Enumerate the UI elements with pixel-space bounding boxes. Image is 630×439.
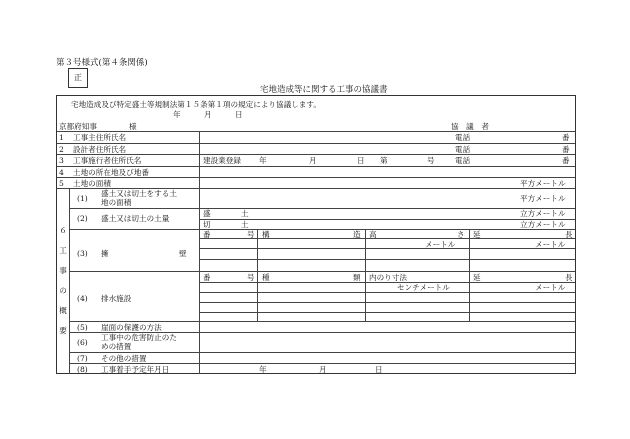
row1-phone-suffix: 番 (562, 133, 570, 142)
item2-fill-unit: 立方メートル (520, 209, 566, 218)
item2-cut-char1: 切 (203, 220, 211, 229)
item8-month: 月 (319, 365, 327, 374)
item3-header-length-1: 延 (473, 230, 481, 239)
overview-label-char-3: 事 (59, 266, 67, 275)
row1-phone-label: 電話 (455, 133, 471, 142)
overview-label-char-5: 概 (59, 306, 67, 315)
item1-number: (1) (77, 194, 88, 203)
item1-label-line1: 盛土又は切土をする土 (101, 189, 177, 198)
item6-label-line1: 工事中の危害防止のた (101, 333, 177, 342)
item2-fill-char1: 盛 (203, 209, 211, 218)
item4-length-unit: メートル (535, 283, 566, 292)
row3-day: 日 (357, 156, 365, 165)
item2-number: (2) (77, 214, 88, 223)
item2-cut-unit: 立方メートル (520, 220, 566, 229)
item8-label: 工事着手予定年月日 (101, 365, 170, 374)
item8-number: (8) (77, 365, 88, 374)
item3-header-no-2: 号 (247, 230, 255, 239)
row3-phone-suffix: 番 (562, 156, 570, 165)
item4-header-type-2: 類 (353, 273, 361, 282)
item5-label: 崖面の保護の方法 (101, 323, 162, 332)
row2-label: 設計者住所氏名 (73, 145, 127, 154)
item4-header-length-2: 長 (565, 273, 573, 282)
item3-label-left: 擁 (101, 249, 109, 258)
item2-fill-char2: 土 (241, 209, 249, 218)
item5-number: (5) (77, 323, 88, 332)
item4-dim-unit: センチメートル (397, 283, 450, 292)
item4-header-length-1: 延 (473, 273, 481, 282)
original-stamp-box: 正 (68, 68, 88, 88)
agreement-form-table (56, 95, 576, 374)
item3-length-unit: メートル (535, 240, 566, 249)
item3-header-height-1: 高 (369, 230, 377, 239)
date-year-label: 年 (173, 110, 181, 119)
item3-header-struct-2: 造 (353, 230, 361, 239)
item4-header-no-2: 号 (247, 273, 255, 282)
row3-label: 工事施行者住所氏名 (73, 156, 142, 165)
item6-number: (6) (77, 338, 88, 347)
item8-day: 日 (375, 365, 383, 374)
date-day-label: 日 (235, 110, 243, 119)
row1-number: 1 (59, 133, 64, 142)
overview-label-char-2: 工 (59, 246, 67, 255)
item2-cut-char2: 土 (241, 220, 249, 229)
item3-height-unit: メートル (425, 240, 456, 249)
item3-header-struct-1: 構 (262, 230, 270, 239)
overview-label-char-6: 要 (59, 326, 67, 335)
item4-number: (4) (77, 294, 88, 303)
item4-header-type-1: 種 (262, 273, 270, 282)
item4-header-no-1: 番 (203, 273, 211, 282)
overview-label-char-1: ６ (59, 226, 67, 235)
row2-phone-suffix: 番 (562, 145, 570, 154)
row3-go: 号 (427, 156, 435, 165)
item6-label-line2: めの措置 (101, 342, 132, 351)
date-month-label: 月 (204, 110, 212, 119)
row5-number: 5 (59, 179, 64, 188)
item8-year: 年 (259, 365, 267, 374)
applicant-label: 協 議 者 (451, 122, 489, 131)
row5-label: 土地の面積 (73, 179, 111, 188)
item1-label-line2: 地の面積 (101, 198, 132, 207)
form-title: 宅地造成等に関する工事の協議書 (260, 85, 388, 95)
row4-number: 4 (59, 168, 64, 177)
item3-header-no-1: 番 (203, 230, 211, 239)
row2-number: 2 (59, 145, 64, 154)
row2-phone-label: 電話 (455, 145, 471, 154)
row3-dai: 第 (380, 156, 388, 165)
item3-label-right: 壁 (179, 249, 187, 258)
row3-month: 月 (309, 156, 317, 165)
item3-header-height-2: さ (457, 230, 465, 239)
item4-header-dim: 内のり寸法 (369, 273, 407, 282)
row3-phone-label: 電話 (455, 156, 471, 165)
row1-label: 工事主住所氏名 (73, 133, 127, 142)
intro-text: 宅地造成及び特定盛土等規制法第１５条第１項の規定により協議します。 (71, 100, 321, 109)
item3-number: (3) (77, 249, 88, 258)
item1-unit: 平方メートル (520, 194, 566, 203)
row3-year: 年 (259, 156, 267, 165)
form-number: 第３号様式(第４条関係) (56, 58, 148, 68)
row3-number: 3 (59, 156, 64, 165)
item3-header-length-2: 長 (565, 230, 573, 239)
addressee-honorific: 様 (129, 122, 137, 131)
row5-unit: 平方メートル (520, 179, 566, 188)
row4-label: 土地の所在地及び地番 (73, 168, 149, 177)
overview-label-char-4: の (59, 286, 67, 295)
item4-label: 排水施設 (101, 294, 132, 303)
row3-registration-label: 建設業登録 (203, 156, 241, 165)
item7-number: (7) (77, 354, 88, 363)
item2-label: 盛土又は切土の土量 (101, 214, 170, 223)
item7-label: その他の措置 (101, 354, 147, 363)
addressee: 京都府知事 (59, 122, 97, 131)
